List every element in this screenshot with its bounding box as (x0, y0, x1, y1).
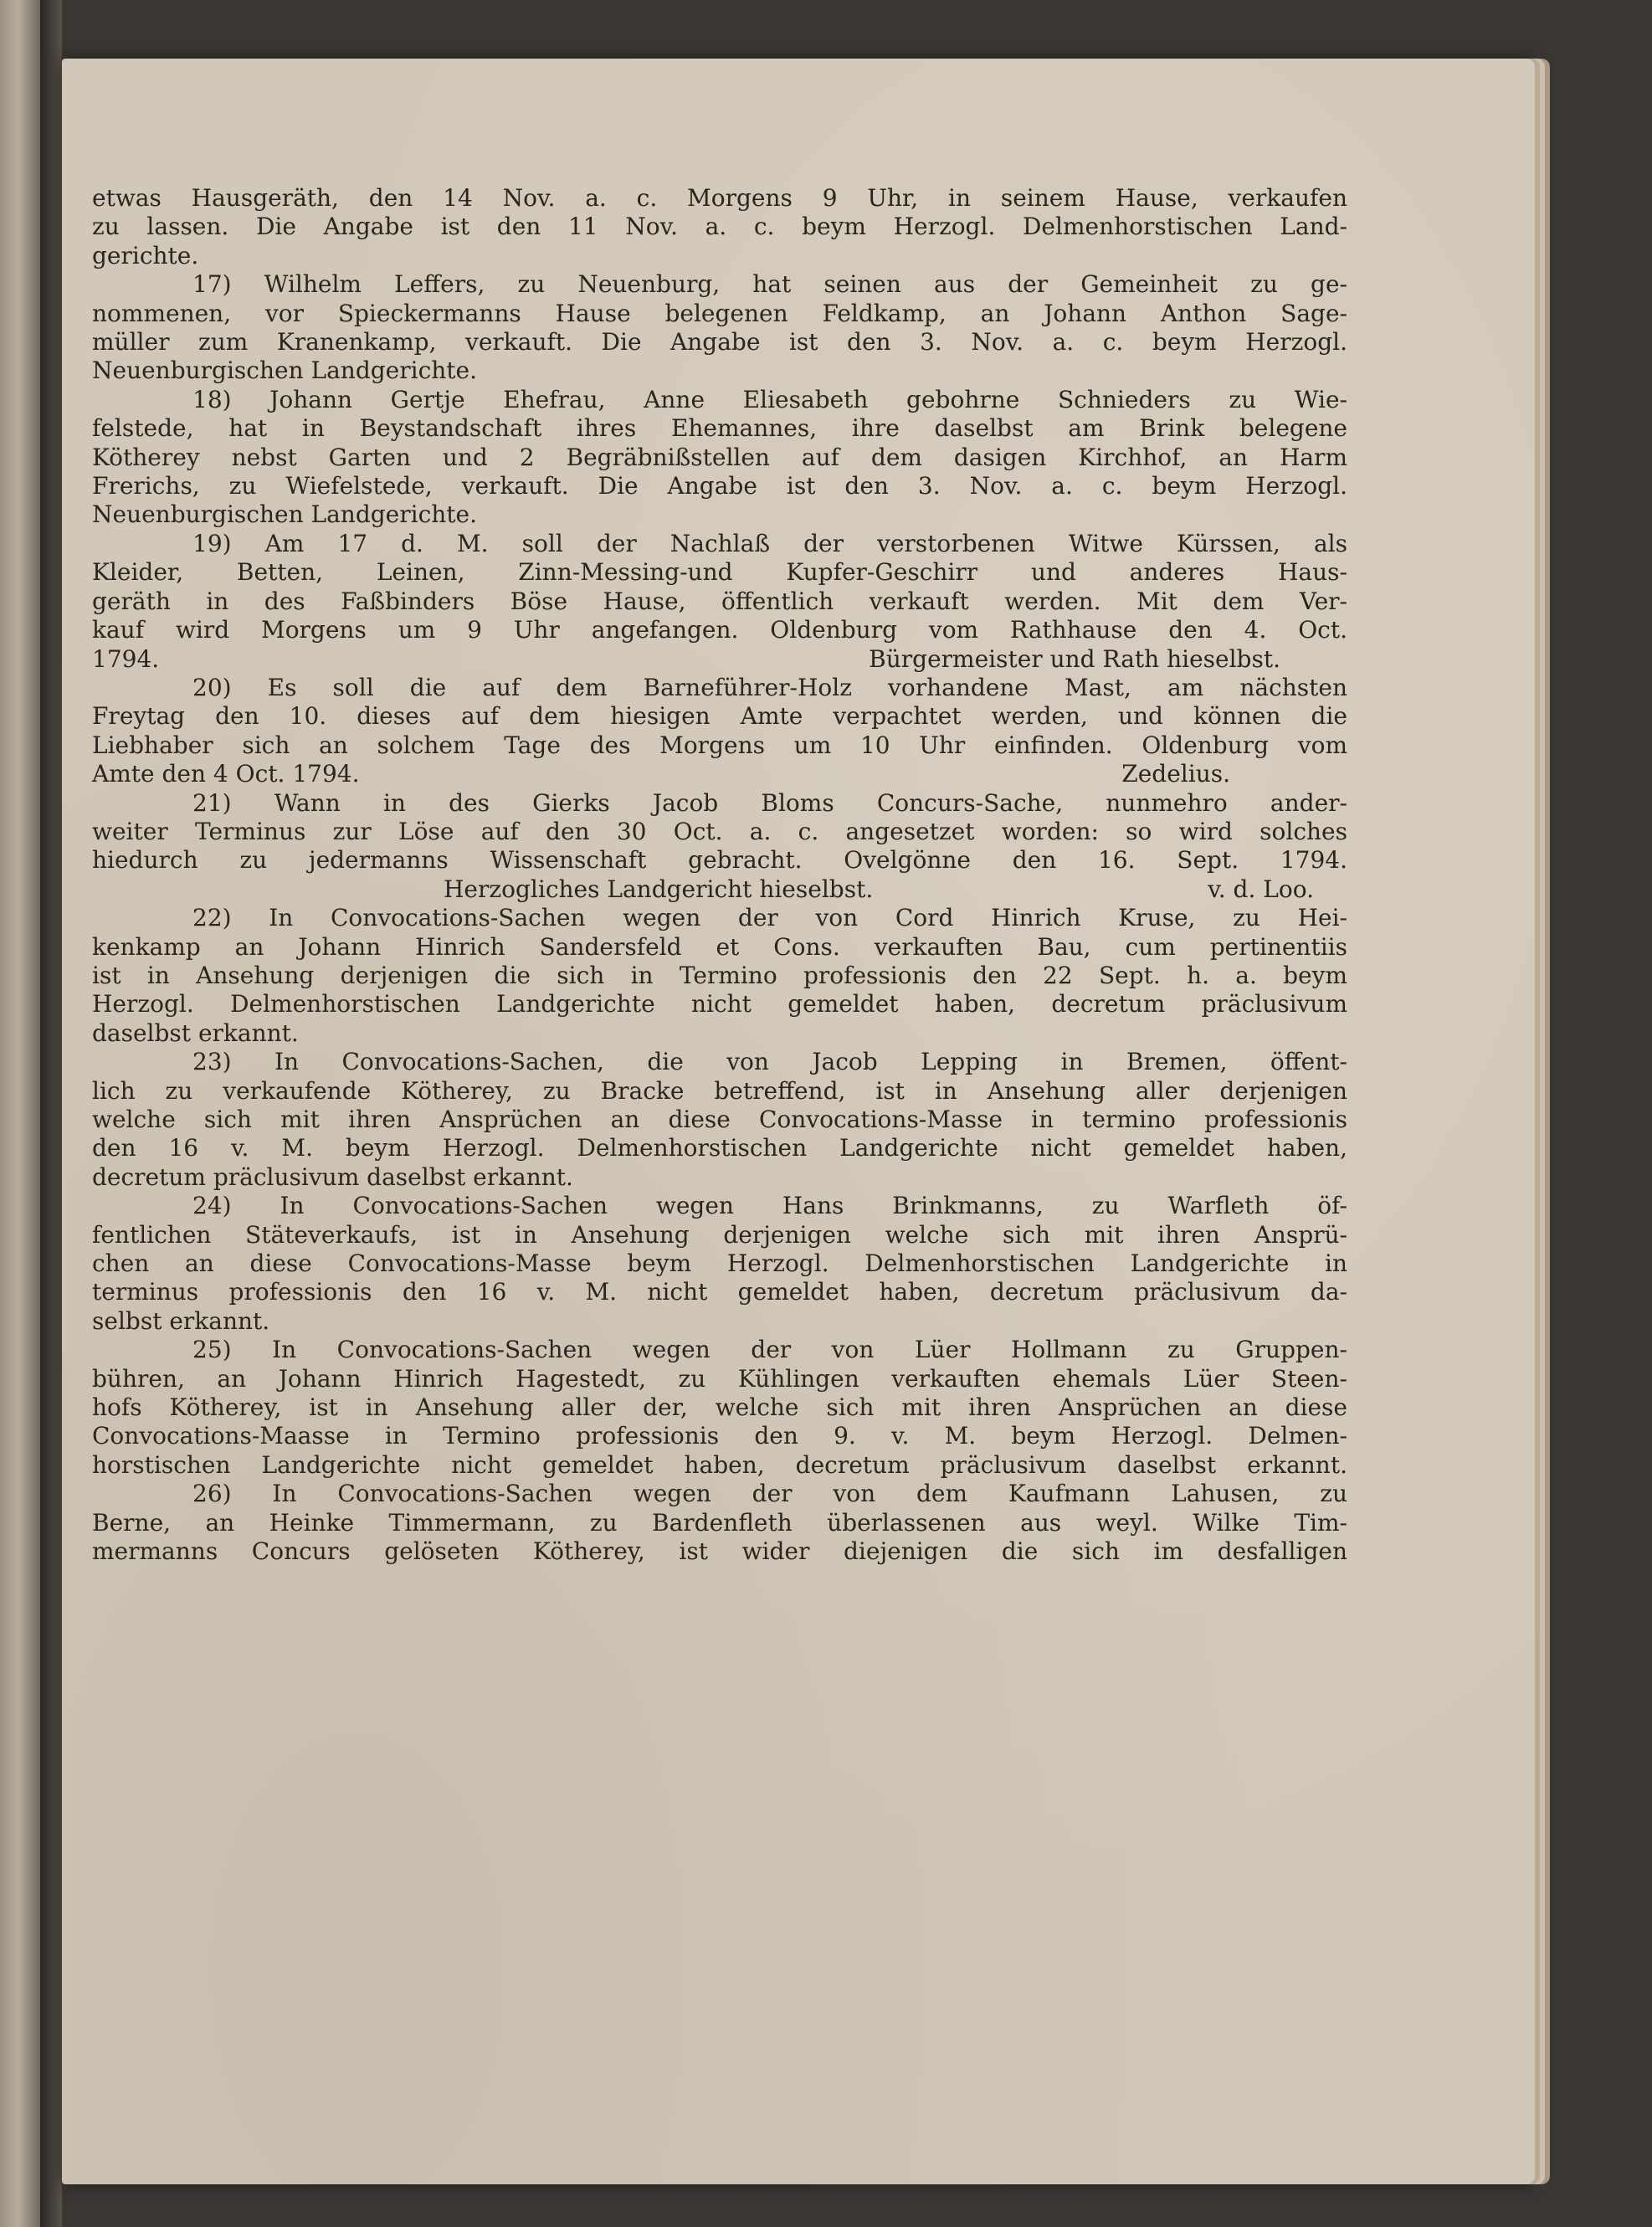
book-gutter (40, 0, 62, 2227)
text-line: 25) In Convocations-Sachen wegen der von Lüer Hollmann zu Gruppen- (192, 1336, 1347, 1364)
text-line: 26) In Convocations-Sachen wegen der von dem Kaufmann Lahusen, zu (192, 1480, 1347, 1508)
text-line: 17) Wilhelm Leffers, zu Neuenburg, hat seinen aus der Gemeinheit zu ge- (192, 270, 1347, 299)
text-line: hiedurch zu jedermanns Wissenschaft gebracht. Ovelgönne den 16. Sept. 1794. (92, 846, 1347, 875)
notice-25 (92, 1336, 1347, 1480)
text-line: den 16 v. M. beym Herzogl. Delmenhorstischen Landgerichte nicht gemeldet haben, (92, 1134, 1347, 1162)
text-line: horstischen Landgerichte nicht gemeldet haben, decretum präclusivum daselbst erkannt. (92, 1450, 1347, 1479)
text-line: Kleider, Betten, Leinen, Zinn-Messing-und Kupfer-Geschirr und anderes Haus- (92, 558, 1347, 587)
book-page (62, 59, 1535, 2184)
text-line: etwas Hausgeräth, den 14 Nov. a. c. Morgens 9 Uhr, in seinem Hause, verkaufen (92, 184, 1347, 212)
text-line: 24) In Convocations-Sachen wegen Hans Brinkmanns, zu Warfleth öf- (192, 1192, 1347, 1220)
signature: Bürgermeister und Rath hieselbst. (869, 644, 1280, 673)
text-line: kauf wird Morgens um 9 Uhr angefangen. Oldenburg vom Rathhause den 4. Oct. (92, 616, 1347, 644)
text-line: Berne, an Heinke Timmermann, zu Bardenfleth überlassenen aus weyl. Wilke Tim- (92, 1508, 1347, 1537)
text-line: nommenen, vor Spieckermanns Hause belegenen Feldkamp, an Johann Anthon Sage- (92, 299, 1347, 327)
text-line: müller zum Kranenkamp, verkauft. Die Angabe ist den 3. Nov. a. c. beym Herzogl. (92, 328, 1347, 357)
text-line: 22) In Convocations-Sachen wegen der von Cord Hinrich Kruse, zu Hei- (192, 904, 1347, 932)
text-line: Neuenburgischen Landgerichte. (92, 500, 478, 529)
closing-line (92, 645, 1347, 674)
text-line: lich zu verkaufende Kötherey, zu Bracke betreffend, ist in Ansehung aller derjenigen (92, 1076, 1347, 1105)
text-line: kenkamp an Johann Hinrich Sandersfeld et Cons. verkauften Bau, cum pertinentiis (92, 932, 1347, 961)
text-line: Freytag den 10. dieses auf dem hiesigen Amte verpachtet werden, und können die (92, 702, 1347, 731)
notice-18 (92, 386, 1347, 530)
notice-21 (92, 789, 1347, 905)
text-line: zu lassen. Die Angabe ist den 11 Nov. a. c. beym Herzogl. Delmenhorstischen Land- (92, 213, 1347, 241)
text-line: Convocations-Maasse in Termino professionis den 9. v. M. beym Herzogl. Delmen- (92, 1422, 1347, 1450)
text-line: 20) Es soll die auf dem Barneführer-Holz vorhandene Mast, am nächsten (192, 673, 1347, 701)
text-line: ist in Ansehung derjenigen die sich in Termino professionis den 22 Sept. h. a. beym (92, 961, 1347, 989)
page-text (92, 184, 1347, 1567)
text-line: mermanns Concurs gelöseten Kötherey, ist wider diejenigen die sich im desfalligen (92, 1537, 1347, 1566)
text-line: Frerichs, zu Wiefelstede, verkauft. Die Angabe ist den 3. Nov. a. c. beym Herzogl. (92, 472, 1347, 500)
closing-date: Amte den 4 Oct. 1794. (92, 760, 360, 788)
text-line: hofs Kötherey, ist in Ansehung aller der, welche sich mit ihren Ansprüchen an diese (92, 1393, 1347, 1422)
text-line: selbst erkannt. (92, 1306, 270, 1335)
notice-24 (92, 1192, 1347, 1336)
text-line: decretum präclusivum daselbst erkannt. (92, 1162, 573, 1191)
closing-date: 1794. (92, 644, 160, 673)
signature: Zedelius. (1121, 760, 1230, 788)
text-line: welche sich mit ihren Ansprüchen an diese Convocations-Masse in termino professionis (92, 1106, 1347, 1133)
text-line: daselbst erkannt. (92, 1019, 299, 1047)
text-line: 18) Johann Gertje Ehefrau, Anne Eliesabeth gebohrne Schnieders zu Wie- (192, 385, 1347, 413)
notice-17 (92, 270, 1347, 386)
text-line: Herzogl. Delmenhorstischen Landgerichte nicht gemeldet haben, decretum präclusivum (92, 990, 1347, 1019)
text-line: fentlichen Stäteverkaufs, ist in Ansehung derjenigen welche sich mit ihren Ansprü- (92, 1220, 1347, 1249)
notice-19 (92, 530, 1347, 674)
text-line: Liebhaber sich an solchem Tage des Morgens um 10 Uhr einfinden. Oldenburg vom (92, 731, 1347, 759)
notice-26 (92, 1480, 1347, 1566)
text-line: Neuenburgischen Landgerichte. (92, 357, 478, 385)
text-line: geräth in des Faßbinders Böse Hause, öffentlich verkauft werden. Mit dem Ver- (92, 587, 1347, 615)
signature: v. d. Loo. (1208, 875, 1314, 903)
paragraph-continuation (92, 184, 1347, 270)
closing-line (92, 875, 1347, 904)
text-line: chen an diese Convocations-Masse beym Herzogl. Delmenhorstischen Landgerichte in (92, 1249, 1347, 1278)
text-line: weiter Terminus zur Löse auf den 30 Oct. a. c. angesetzet worden: so wird solches (92, 817, 1347, 845)
notice-20 (92, 674, 1347, 789)
signature-court: Herzogliches Landgericht hieselbst. (444, 875, 874, 903)
text-line: 21) Wann in des Gierks Jacob Bloms Concurs-Sache, nunmehro ander- (192, 788, 1347, 817)
text-line: 19) Am 17 d. M. soll der Nachlaß der verstorbenen Witwe Kürssen, als (192, 529, 1347, 557)
text-line: terminus professionis den 16 v. M. nicht gemeldet haben, decretum präclusivum da- (92, 1278, 1347, 1306)
text-line: felstede, hat in Beystandschaft ihres Ehemannes, ihre daselbst am Brink belegene (92, 414, 1347, 443)
text-line: bühren, an Johann Hinrich Hagestedt, zu Kühlingen verkauften ehemals Lüer Steen- (92, 1364, 1347, 1393)
left-page-edge (0, 0, 40, 2227)
notice-22 (92, 904, 1347, 1048)
closing-line (92, 760, 1347, 788)
text-line: 23) In Convocations-Sachen, die von Jacob Lepping in Bremen, öffent- (192, 1048, 1347, 1076)
text-line: gerichte. (92, 241, 199, 269)
notice-23 (92, 1048, 1347, 1192)
text-line: Kötherey nebst Garten und 2 Begräbnißstellen auf dem dasigen Kirchhof, an Harm (92, 443, 1347, 471)
